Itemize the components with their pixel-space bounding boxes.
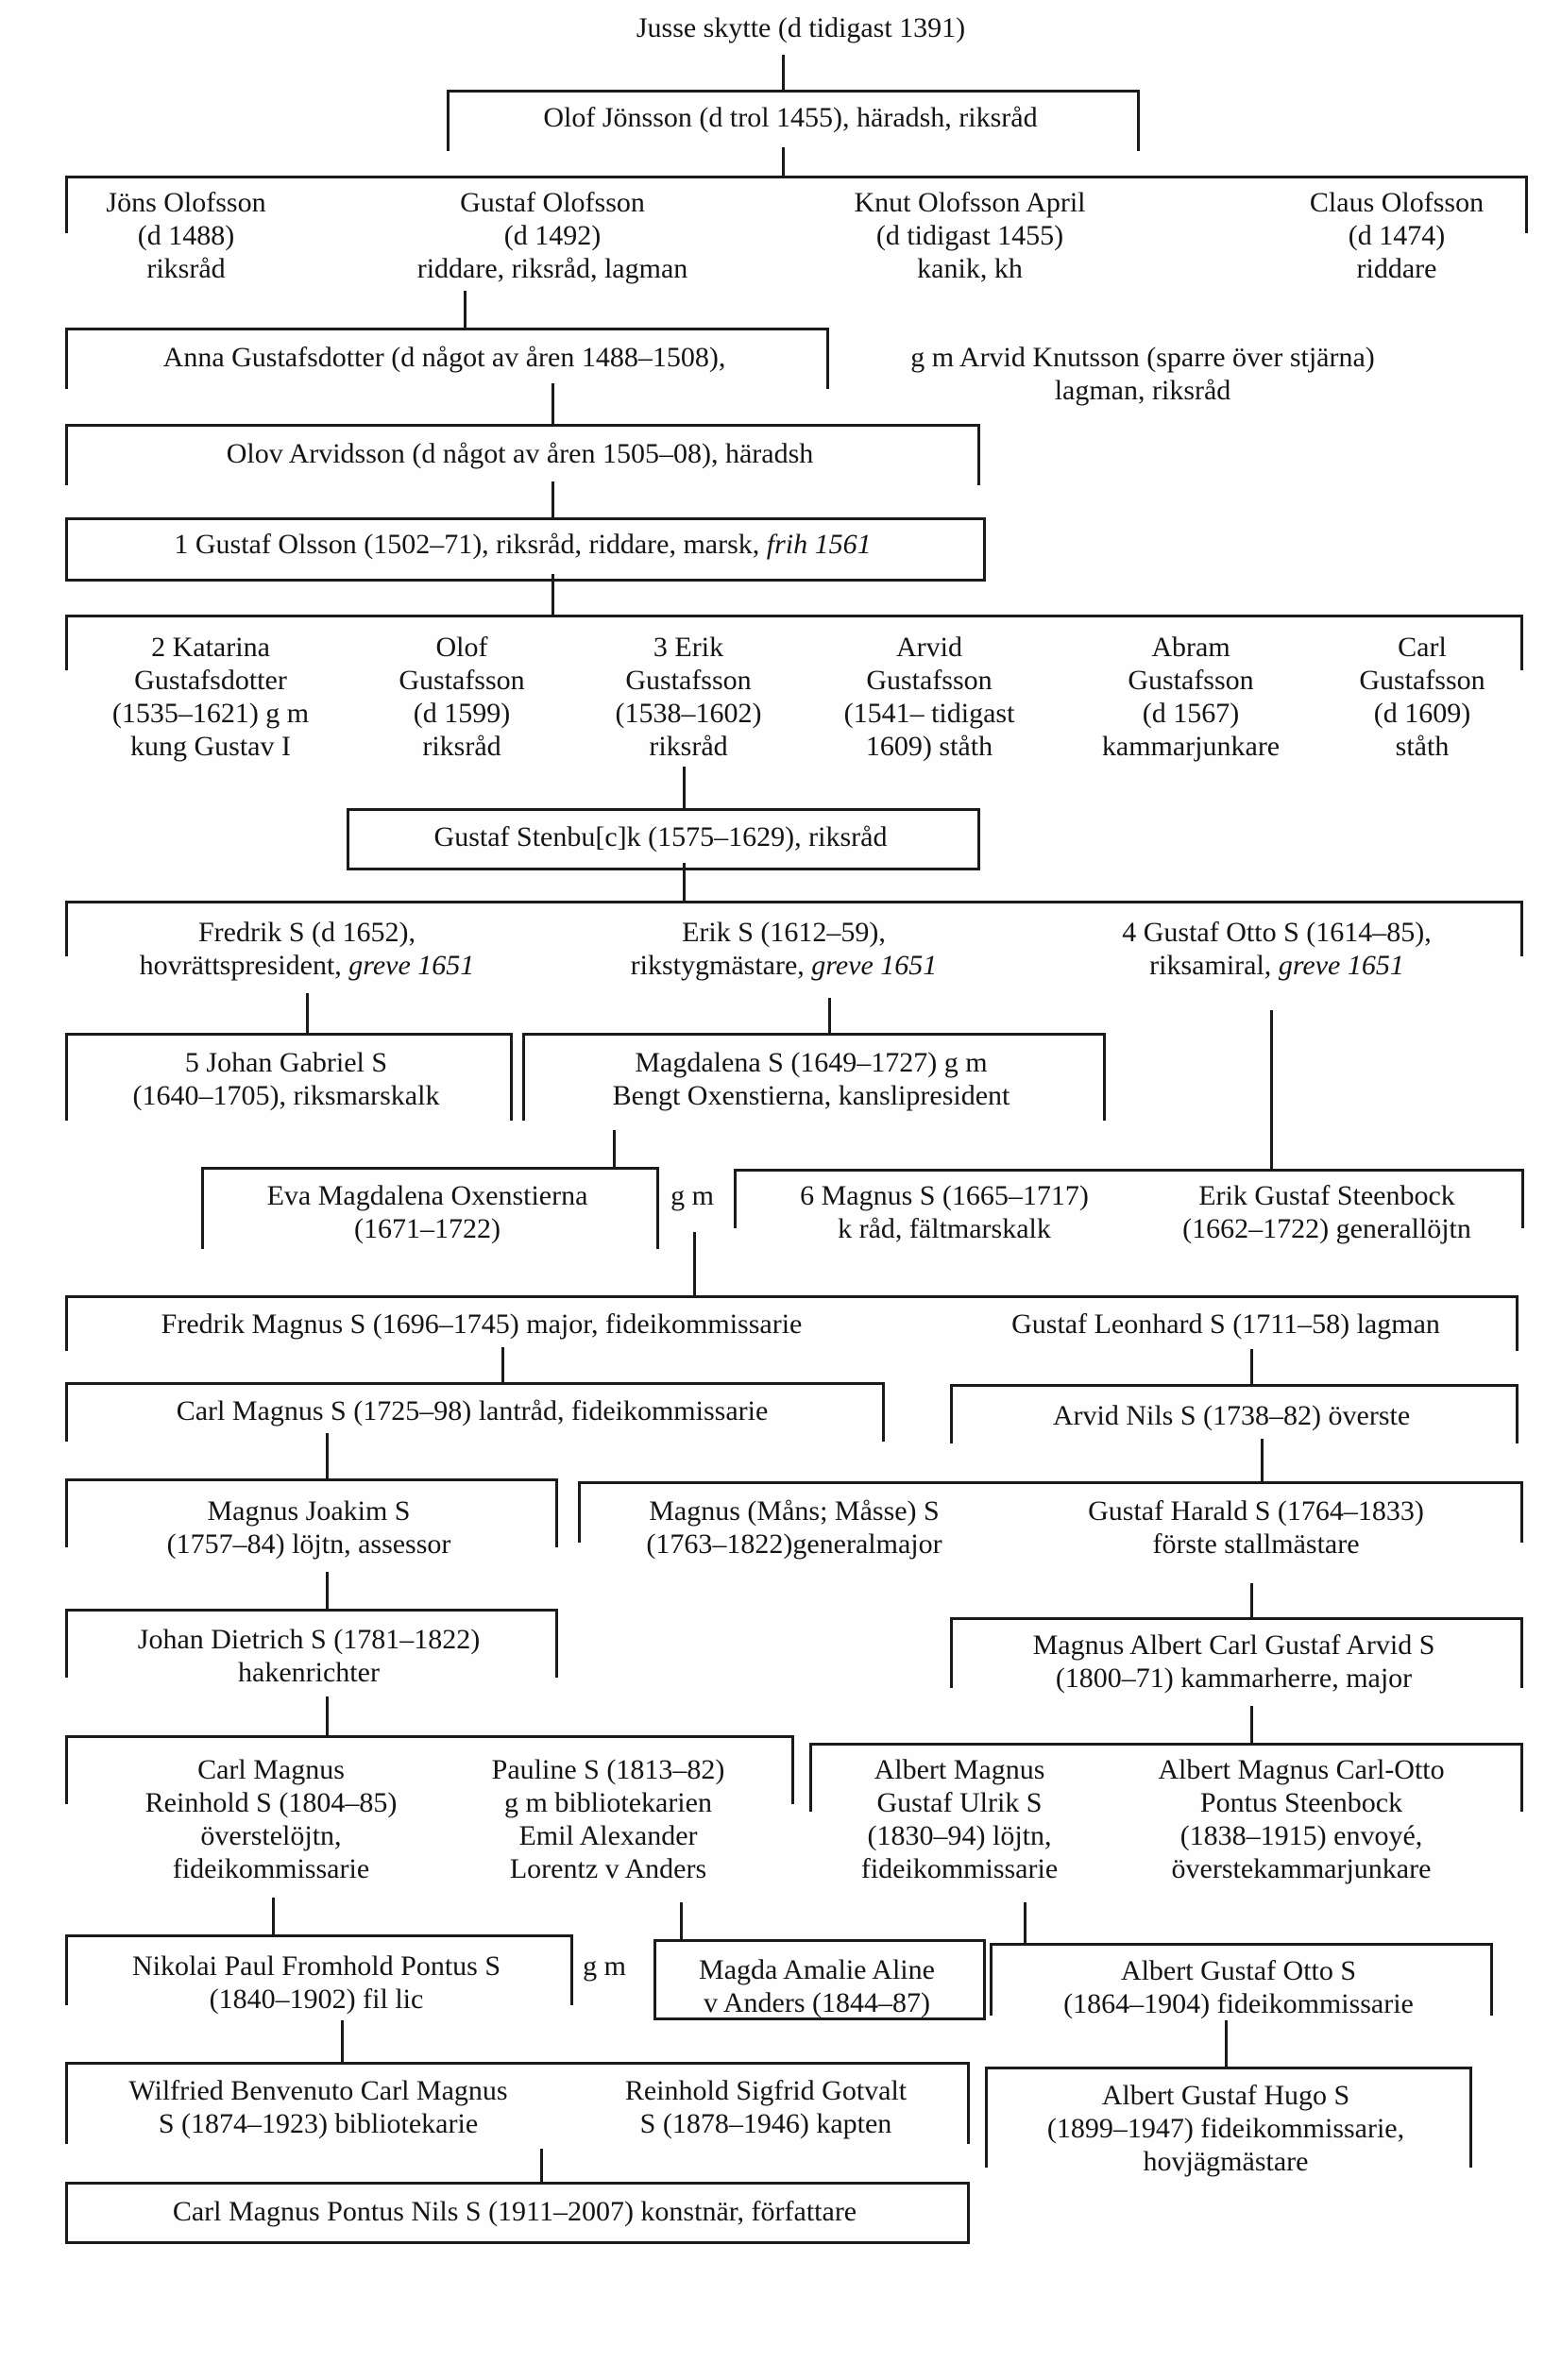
person-carl-gustafsson [1309, 631, 1536, 763]
person-olof-gustafsson [367, 631, 556, 763]
tree-connector [680, 1902, 683, 1941]
text-line: Gustafsdotter [134, 665, 287, 696]
text-line: Gustaf Ulrik S [876, 1787, 1043, 1818]
text-line: (1899–1947) fideikommissarie, [1046, 2113, 1405, 2144]
text-line: Fredrik Magnus S (1696–1745) major, fideikommissarie [161, 1308, 803, 1340]
text-line: riksråd [146, 253, 226, 284]
text-line: Erik S (1612–59), [682, 917, 886, 948]
text-line: Albert Gustaf Otto S [1120, 1955, 1357, 1986]
tree-connector [306, 993, 309, 1035]
person-albert-gustaf-hugo-s [993, 2079, 1459, 2178]
text-line: (d 1488) [137, 220, 235, 251]
text-line: (d 1567) [1142, 698, 1240, 729]
text-line: (1541– tidigast [843, 698, 1015, 729]
person-gustaf-harald-s [1048, 1494, 1464, 1561]
person-gustaf-stenbuck [356, 820, 965, 853]
tree-connector [1250, 1706, 1253, 1745]
text-line: Gustafsson [625, 665, 752, 696]
text-line: Eva Magdalena Oxenstierna [266, 1180, 588, 1211]
text-line: riksråd [422, 731, 501, 762]
tree-connector [1225, 2020, 1228, 2068]
text-line: 4 Gustaf Otto S (1614–85), [1122, 917, 1432, 948]
text-line: (1535–1621) g m [111, 698, 310, 729]
text-line: Olov Arvidsson (d något av åren 1505–08), häradsh [226, 438, 814, 469]
text-line: Olof Jönsson (d trol 1455), häradsh, riksråd [543, 102, 1038, 133]
text-line: (1538–1602) [615, 698, 762, 729]
text-line: kammarjunkare [1101, 731, 1281, 762]
person-gustaf-olofsson [364, 186, 741, 285]
text-line: Wilfried Benvenuto Carl Magnus [128, 2075, 508, 2106]
text-line: Gustaf Harald S (1764–1833) [1088, 1495, 1424, 1527]
text-line: Gustafsson [866, 665, 993, 696]
person-erik-s [548, 916, 1020, 982]
person-magdalena-s [532, 1046, 1091, 1112]
text-line: Reinhold S (1804–85) [144, 1787, 398, 1818]
tree-connector [540, 2149, 543, 2184]
person-abram-gustafsson [1049, 631, 1332, 763]
text-line: Claus Olofsson [1309, 187, 1485, 218]
text-line: (1840–1902) fil lic [209, 1983, 424, 2015]
person-carl-magnus-s [75, 1394, 870, 1427]
text-line: Reinhold Sigfrid Gotvalt [624, 2075, 908, 2106]
text-line: 2 Katarina [151, 632, 270, 663]
person-olof-jonsson [456, 101, 1125, 134]
text-line: Gustafsson [1359, 665, 1485, 696]
tree-connector [1250, 1583, 1253, 1619]
person-johan-dietrich-s [75, 1623, 543, 1689]
text-line: Magdalena S (1649–1727) g m [635, 1047, 988, 1078]
person-knut-olofsson-april [781, 186, 1159, 285]
tree-connector [782, 55, 785, 91]
text-line: Gustafsson [399, 665, 525, 696]
text-line: g m [670, 1180, 714, 1211]
text-line: g m [583, 1950, 626, 1982]
text-line: riksamiral, greve 1651 [1149, 950, 1404, 981]
person-magnus-s-6 [755, 1179, 1133, 1245]
tree-connector [326, 1696, 329, 1737]
spouse-arvid-knutsson [831, 341, 1454, 407]
person-johan-gabriel-s [75, 1046, 498, 1112]
person-anna-gustafsdotter [75, 341, 814, 374]
tree-connector [464, 291, 467, 329]
tree-connector [326, 1433, 329, 1480]
person-eva-oxenstierna [211, 1179, 644, 1245]
person-albert-gustaf-otto-s [997, 1954, 1480, 2020]
text-line: 1 Gustaf Olsson (1502–71), riksråd, riddare, marsk, frih 1561 [174, 529, 872, 560]
text-line: ståth [1395, 731, 1450, 762]
text-line: Erik Gustaf Steenbock [1198, 1180, 1455, 1211]
text-line: (1757–84) löjtn, assessor [166, 1528, 451, 1560]
person-nikolai-pontus-s [75, 1950, 558, 2016]
text-line: g m Arvid Knutsson (sparre över stjärna) [910, 342, 1375, 373]
text-line: Gustafsson [1128, 665, 1254, 696]
text-line: Lorentz v Anders [509, 1853, 707, 1884]
text-line: överstekammarjunkare [1171, 1853, 1432, 1884]
text-line: S (1878–1946) kapten [639, 2108, 892, 2139]
tree-connector [1250, 1349, 1253, 1386]
tree-connector [272, 1898, 275, 1936]
text-line: Carl Magnus [197, 1754, 345, 1785]
text-line: lagman, riksråd [1054, 375, 1231, 406]
tree-connector [1024, 1902, 1027, 1945]
text-line: (1662–1722) generallöjtn [1182, 1213, 1471, 1244]
person-erik-gustafsson [585, 631, 792, 763]
person-jons-olofsson [44, 186, 328, 285]
tree-connector [613, 1130, 616, 1169]
person-gustaf-otto-s [1041, 916, 1513, 982]
tree-connector [1270, 1010, 1273, 1171]
person-claus-olofsson [1246, 186, 1548, 285]
text-line: 1609) ståth [865, 731, 993, 762]
text-line: v Anders (1844–87) [704, 1987, 930, 2018]
text-line: riddare [1356, 253, 1437, 284]
text-line: Gustaf Leonhard S (1711–58) lagman [1011, 1308, 1440, 1340]
person-arvid-nils-s [959, 1399, 1503, 1432]
person-albert-magnus-carl-otto-steenbock [1094, 1753, 1509, 1885]
text-line: Bengt Oxenstierna, kanslipresident [612, 1080, 1010, 1111]
person-reinhold-sigfrid-s [577, 2074, 955, 2140]
text-line: Fredrik S (d 1652), [198, 917, 416, 948]
tree-connector [501, 1347, 504, 1384]
person-magnus-joakim-s [75, 1494, 543, 1561]
text-line: Gustaf Olofsson [460, 187, 645, 218]
text-line: Gustaf Stenbu[c]k (1575–1629), riksråd [433, 821, 888, 852]
text-line: fideikommissarie [172, 1853, 370, 1884]
marriage-label-eva-magnus [655, 1179, 729, 1212]
text-line: Jöns Olofsson [106, 187, 266, 218]
text-line: kanik, kh [917, 253, 1023, 284]
person-fredrik-s [71, 916, 543, 982]
text-line: riksråd [649, 731, 728, 762]
tree-connector [326, 1572, 329, 1611]
person-wilfried-s [82, 2074, 554, 2140]
text-line: 5 Johan Gabriel S [184, 1047, 388, 1078]
text-line: Magnus (Måns; Måsse) S [649, 1495, 940, 1527]
text-line: S (1874–1923) bibliotekarie [158, 2108, 479, 2139]
text-line: (1671–1722) [354, 1213, 501, 1244]
person-gustaf-olsson [75, 528, 971, 561]
person-olov-arvidsson [75, 437, 965, 470]
text-line: g m bibliotekarien [504, 1787, 712, 1818]
text-line: (d 1599) [413, 698, 511, 729]
text-line: Pontus Steenbock [1199, 1787, 1403, 1818]
text-line: (1640–1705), riksmarskalk [132, 1080, 440, 1111]
text-line: Magda Amalie Aline [699, 1954, 935, 1985]
tree-connector [551, 383, 554, 426]
text-line: (1838–1915) envoyé, [1179, 1820, 1423, 1851]
text-line: Arvid [896, 632, 962, 663]
text-line: Magnus Albert Carl Gustaf Arvid S [1032, 1629, 1435, 1661]
person-magnus-albert-s [959, 1629, 1508, 1695]
text-line: Emil Alexander [518, 1820, 698, 1851]
text-line: Carl Magnus Pontus Nils S (1911–2007) konstnär, författare [172, 2196, 857, 2227]
text-line: (d 1492) [503, 220, 602, 251]
person-arvid-gustafsson [806, 631, 1052, 763]
text-line: (1800–71) kammarherre, major [1055, 1663, 1413, 1694]
text-line: Jusse skytte (d tidigast 1391) [636, 12, 966, 43]
text-line: Albert Magnus [874, 1754, 1045, 1785]
tree-connector [683, 767, 686, 810]
person-carl-magnus-reinhold-s [82, 1753, 460, 1885]
text-line: 6 Magnus S (1665–1717) [800, 1180, 1089, 1211]
text-line: Nikolai Paul Fromhold Pontus S [131, 1950, 501, 1982]
tree-connector [551, 481, 554, 519]
text-line: Johan Dietrich S (1781–1822) [137, 1624, 481, 1655]
text-line: Magnus Joakim S [207, 1495, 411, 1527]
text-line: Olof [435, 632, 488, 663]
person-magda-v-anders [661, 1953, 973, 2019]
tree-connector [683, 863, 686, 903]
person-albert-magnus-gustaf-ulrik-s [818, 1753, 1101, 1885]
text-line: (1763–1822)generalmajor [646, 1528, 942, 1560]
text-line: förste stallmästare [1152, 1528, 1360, 1560]
tree-connector [828, 998, 831, 1035]
text-line: k råd, fältmarskalk [838, 1213, 1051, 1244]
person-erik-gustaf-steenbock [1128, 1179, 1525, 1245]
person-gustaf-leonhard-s [942, 1308, 1509, 1341]
text-line: Albert Magnus Carl-Otto [1158, 1754, 1445, 1785]
text-line: 3 Erik [653, 632, 724, 663]
text-line: hovjägmästare [1143, 2146, 1309, 2177]
text-line: Carl Magnus S (1725–98) lantråd, fideikommissarie [176, 1395, 769, 1426]
tree-connector [693, 1232, 696, 1297]
person-magnus-mans-s [605, 1494, 983, 1561]
text-line: kung Gustav I [130, 731, 291, 762]
tree-connector [551, 574, 554, 616]
text-line: Knut Olofsson April [854, 187, 1086, 218]
text-line: (1864–1904) fideikommissarie [1063, 1988, 1414, 2019]
tree-connector [1261, 1439, 1264, 1483]
text-line: (1830–94) löjtn, [867, 1820, 1052, 1851]
text-line: Carl [1398, 632, 1447, 663]
marriage-label-nikolai-magda [568, 1950, 641, 1983]
text-line: hakenrichter [238, 1657, 380, 1688]
text-line: Abram [1151, 632, 1230, 663]
text-line: (d 1609) [1373, 698, 1471, 729]
text-line: rikstygmästare, greve 1651 [630, 950, 938, 981]
person-carl-magnus-pontus-nils-s [75, 2195, 955, 2228]
text-line: Albert Gustaf Hugo S [1101, 2080, 1350, 2111]
person-fredrik-magnus-s [104, 1308, 859, 1341]
person-jusse-skytte [565, 11, 1037, 44]
text-line: (d tidigast 1455) [875, 220, 1064, 251]
text-line: Pauline S (1813–82) [491, 1754, 725, 1785]
tree-connector [782, 147, 785, 177]
text-line: fideikommissarie [860, 1853, 1059, 1884]
text-line: Anna Gustafsdotter (d något av åren 1488–1508), [162, 342, 726, 373]
person-pauline-s [438, 1753, 778, 1885]
text-line: riddare, riksråd, lagman [416, 253, 688, 284]
tree-connector [341, 2020, 344, 2064]
person-katarina-gustafsdotter [50, 631, 371, 763]
text-line: Arvid Nils S (1738–82) överste [1052, 1400, 1411, 1431]
text-line: (d 1474) [1348, 220, 1446, 251]
text-line: hovrättspresident, greve 1651 [139, 950, 475, 981]
text-line: överstelöjtn, [200, 1820, 342, 1851]
